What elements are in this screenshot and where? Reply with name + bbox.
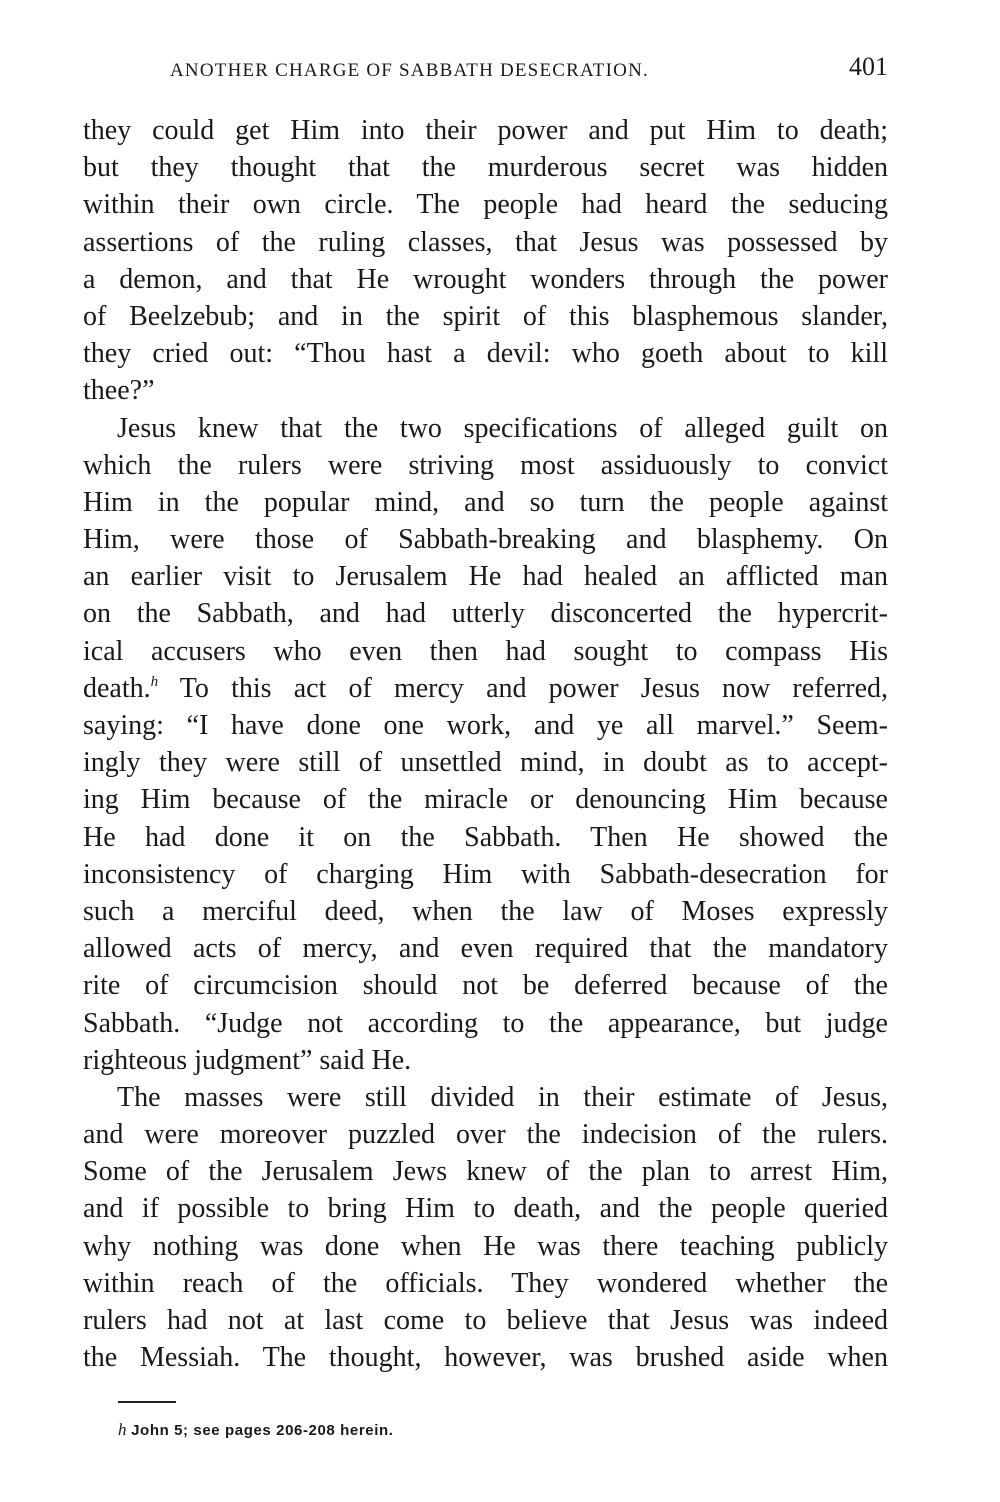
- text-line: assertions of the ruling classes, that Jesus was possessed by: [83, 226, 888, 258]
- text-line: Some of the Jerusalem Jews knew of the plan to arrest Him,: [83, 1156, 888, 1188]
- text-line: of Beelzebub; and in the spirit of this blasphemous slander,: [83, 300, 888, 332]
- text-line: righteous judgment” said He.: [83, 1044, 412, 1076]
- text-line: within reach of the officials. They wondered whether the: [83, 1267, 888, 1299]
- footnote-text: John 5; see pages 206-208 herein.: [131, 1422, 394, 1439]
- text-line: such a merciful deed, when the law of Moses expressly: [83, 895, 888, 927]
- text-line: the Messiah. The thought, however, was brushed aside when: [83, 1342, 888, 1374]
- text-line: Him in the popular mind, and so turn the people against: [83, 486, 888, 518]
- text-line: ing Him because of the miracle or denouncing Him because: [83, 784, 888, 816]
- text-line-with-footnote-ref: [83, 670, 888, 707]
- text-line: saying: “I have done one work, and ye all marvel.” Seem-: [83, 710, 888, 741]
- text-line: a demon, and that He wrought wonders through the power: [83, 263, 888, 295]
- footnote-reference[interactable]: h: [150, 673, 159, 690]
- footnote-divider: [118, 1401, 176, 1403]
- text-line: Sabbath. “Judge not according to the appearance, but judge: [83, 1007, 888, 1039]
- text-line: rulers had not at last come to believe that Jesus was indeed: [83, 1305, 888, 1336]
- text-line: and were moreover puzzled over the indecision of the rulers.: [83, 1119, 888, 1151]
- footnote: [118, 1420, 394, 1440]
- text-line: allowed acts of mercy, and even required that the mandatory: [83, 933, 888, 965]
- text-line: they cried out: “Thou hast a devil: who goeth about to kill: [83, 338, 888, 370]
- text-line: He had done it on the Sabbath. Then He showed the: [83, 821, 888, 853]
- text-line: on the Sabbath, and had utterly disconcerted the hypercrit-: [83, 598, 888, 630]
- running-head: [170, 52, 890, 88]
- text-line: and if possible to bring Him to death, and the people queried: [83, 1193, 888, 1225]
- text-line: rite of circumcision should not be deferred because of the: [83, 970, 888, 1002]
- text-segment: To this act of mercy and power Jesus now referred,: [158, 672, 888, 704]
- text-line: an earlier visit to Jerusalem He had healed an afflicted man: [83, 561, 888, 593]
- body-text: [83, 112, 888, 1376]
- text-line: Him, were those of Sabbath-breaking and blasphemy. On: [83, 524, 888, 556]
- page-number: 401: [849, 52, 888, 81]
- text-line: Jesus knew that the two specifications of alleged guilt on: [117, 412, 888, 444]
- text-segment: death.: [83, 672, 151, 704]
- text-line: but they thought that the murderous secret was hidden: [83, 152, 888, 184]
- footnote-mark: h: [118, 1420, 128, 1439]
- text-line: ingly they were still of unsettled mind, in doubt as to accept-: [83, 747, 888, 779]
- text-line: The masses were still divided in their estimate of Jesus,: [117, 1081, 888, 1113]
- text-line: why nothing was done when He was there teaching publicly: [83, 1230, 888, 1262]
- text-line: they could get Him into their power and put Him to death;: [83, 115, 888, 146]
- text-line: within their own circle. The people had heard the seducing: [83, 189, 888, 221]
- text-line: ical accusers who even then had sought to compass His: [83, 635, 888, 667]
- running-title: ANOTHER CHARGE OF SABBATH DESECRATION.: [170, 60, 649, 81]
- text-line: inconsistency of charging Him with Sabbath-desecration for: [83, 858, 888, 890]
- text-line: thee?”: [83, 375, 155, 407]
- text-line: which the rulers were striving most assiduously to convict: [83, 449, 888, 481]
